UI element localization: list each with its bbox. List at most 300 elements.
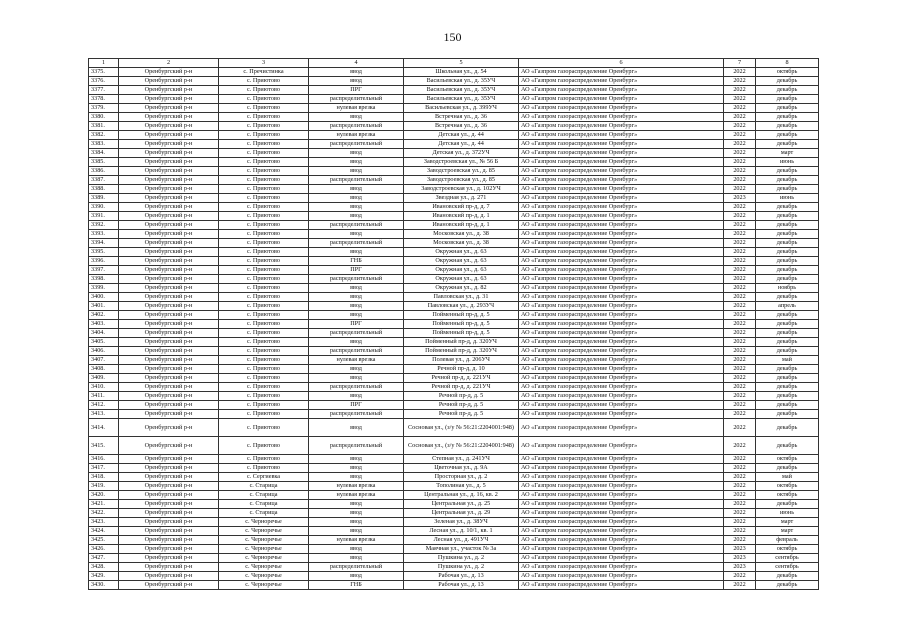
row-number: 3388. [89, 185, 119, 194]
table-row [89, 356, 819, 365]
header-col-2: 2 [119, 59, 219, 68]
year-cell: 2022 [724, 212, 756, 221]
address-cell: Центральная ул., д. 16, кв. 2 [404, 491, 519, 500]
organization-cell: АО «Газпром газораспределение Оренбург» [519, 464, 724, 473]
organization-cell: АО «Газпром газораспределение Оренбург» [519, 482, 724, 491]
settlement-cell: с. Пречистинка [219, 68, 309, 77]
row-number: 3376. [89, 77, 119, 86]
address-cell: Павловская ул., д. 31 [404, 293, 519, 302]
settlement-cell: с. Черноречье [219, 563, 309, 572]
month-cell: декабрь [756, 329, 819, 338]
month-cell: март [756, 518, 819, 527]
row-number: 3379. [89, 104, 119, 113]
work-type-cell: распределительный [309, 275, 404, 284]
table-row [89, 302, 819, 311]
month-cell: май [756, 473, 819, 482]
table-row [89, 392, 819, 401]
month-cell: декабрь [756, 437, 819, 455]
settlement-cell: с. Приютово [219, 149, 309, 158]
table-row [89, 239, 819, 248]
row-number: 3415. [89, 437, 119, 455]
address-cell: Речной пр-д, д. 221УЧ [404, 374, 519, 383]
row-number: 3408. [89, 365, 119, 374]
row-number: 3422. [89, 509, 119, 518]
row-number: 3404. [89, 329, 119, 338]
settlement-cell: с. Приютово [219, 167, 309, 176]
year-cell: 2022 [724, 518, 756, 527]
organization-cell: АО «Газпром газораспределение Оренбург» [519, 518, 724, 527]
row-number: 3421. [89, 500, 119, 509]
year-cell: 2022 [724, 365, 756, 374]
year-cell: 2022 [724, 338, 756, 347]
address-cell: Речной пр-д, д. 10 [404, 365, 519, 374]
organization-cell: АО «Газпром газораспределение Оренбург» [519, 158, 724, 167]
address-cell: Детская ул., д. 44 [404, 131, 519, 140]
work-type-cell: ввод [309, 185, 404, 194]
month-cell: сентябрь [756, 563, 819, 572]
month-cell: октябрь [756, 545, 819, 554]
table-row [89, 311, 819, 320]
year-cell: 2022 [724, 500, 756, 509]
row-number: 3395. [89, 248, 119, 257]
district-cell: Оренбургский р-н [119, 374, 219, 383]
district-cell: Оренбургский р-н [119, 356, 219, 365]
address-cell: Лесная ул., д. 10/1, кв. 1 [404, 527, 519, 536]
work-type-cell: ввод [309, 248, 404, 257]
address-cell: Пойменный пр-д, д. 320УЧ [404, 338, 519, 347]
district-cell: Оренбургский р-н [119, 329, 219, 338]
settlement-cell: с. Приютово [219, 455, 309, 464]
organization-cell: АО «Газпром газораспределение Оренбург» [519, 581, 724, 590]
organization-cell: АО «Газпром газораспределение Оренбург» [519, 491, 724, 500]
work-type-cell: ввод [309, 293, 404, 302]
district-cell: Оренбургский р-н [119, 545, 219, 554]
row-number: 3398. [89, 275, 119, 284]
settlement-cell: с. Приютово [219, 140, 309, 149]
month-cell: декабрь [756, 167, 819, 176]
district-cell: Оренбургский р-н [119, 221, 219, 230]
organization-cell: АО «Газпром газораспределение Оренбург» [519, 329, 724, 338]
work-type-cell: ГНБ [309, 581, 404, 590]
year-cell: 2023 [724, 194, 756, 203]
address-cell: Цветочная ул., д. 9А [404, 464, 519, 473]
settlement-cell: с. Приютово [219, 203, 309, 212]
month-cell: ноябрь [756, 284, 819, 293]
organization-cell: АО «Газпром газораспределение Оренбург» [519, 122, 724, 131]
address-cell: Маячная ул., участок № 3а [404, 545, 519, 554]
year-cell: 2022 [724, 266, 756, 275]
address-cell: Школьная ул., д. 54 [404, 68, 519, 77]
table-row [89, 176, 819, 185]
table-row [89, 149, 819, 158]
settlement-cell: с. Приютово [219, 104, 309, 113]
row-number: 3419. [89, 482, 119, 491]
work-type-cell: ПРГ [309, 320, 404, 329]
month-cell: декабрь [756, 212, 819, 221]
work-type-cell: ввод [309, 374, 404, 383]
month-cell: октябрь [756, 68, 819, 77]
month-cell: июнь [756, 194, 819, 203]
row-number: 3386. [89, 167, 119, 176]
district-cell: Оренбургский р-н [119, 212, 219, 221]
row-number: 3380. [89, 113, 119, 122]
district-cell: Оренбургский р-н [119, 572, 219, 581]
work-type-cell: ввод [309, 302, 404, 311]
month-cell: февраль [756, 536, 819, 545]
settlement-cell: с. Черноречье [219, 554, 309, 563]
row-number: 3423. [89, 518, 119, 527]
work-type-cell: ввод [309, 158, 404, 167]
district-cell: Оренбургский р-н [119, 419, 219, 437]
table-row [89, 68, 819, 77]
address-cell: Речной пр-д, д. 221УЧ [404, 383, 519, 392]
year-cell: 2022 [724, 419, 756, 437]
organization-cell: АО «Газпром газораспределение Оренбург» [519, 95, 724, 104]
table-row [89, 293, 819, 302]
address-cell: Встречная ул., д. 36 [404, 113, 519, 122]
organization-cell: АО «Газпром газораспределение Оренбург» [519, 230, 724, 239]
district-cell: Оренбургский р-н [119, 455, 219, 464]
year-cell: 2022 [724, 158, 756, 167]
settlement-cell: с. Приютово [219, 437, 309, 455]
year-cell: 2022 [724, 248, 756, 257]
organization-cell: АО «Газпром газораспределение Оренбург» [519, 284, 724, 293]
work-type-cell: распределительный [309, 563, 404, 572]
address-cell: Речной пр-д, д. 5 [404, 392, 519, 401]
address-cell: Заводстроевская ул., д. 85 [404, 176, 519, 185]
settlement-cell: с. Приютово [219, 95, 309, 104]
work-type-cell: нулевая врезка [309, 491, 404, 500]
organization-cell: АО «Газпром газораспределение Оренбург» [519, 311, 724, 320]
month-cell: декабрь [756, 392, 819, 401]
year-cell: 2022 [724, 464, 756, 473]
district-cell: Оренбургский р-н [119, 257, 219, 266]
address-cell: Васильевская ул., д. 399УЧ [404, 104, 519, 113]
address-cell: Ивановский пр-д, д. 1 [404, 212, 519, 221]
district-cell: Оренбургский р-н [119, 401, 219, 410]
district-cell: Оренбургский р-н [119, 230, 219, 239]
organization-cell: АО «Газпром газораспределение Оренбург» [519, 527, 724, 536]
row-number: 3375. [89, 68, 119, 77]
table-row [89, 86, 819, 95]
table-row [89, 257, 819, 266]
district-cell: Оренбургский р-н [119, 320, 219, 329]
work-type-cell: ввод [309, 68, 404, 77]
month-cell: декабрь [756, 266, 819, 275]
address-cell: Заводстроевская ул., № 56 Б [404, 158, 519, 167]
header-col-8: 8 [756, 59, 819, 68]
year-cell: 2022 [724, 140, 756, 149]
district-cell: Оренбургский р-н [119, 437, 219, 455]
district-cell: Оренбургский р-н [119, 122, 219, 131]
settlement-cell: с. Приютово [219, 311, 309, 320]
organization-cell: АО «Газпром газораспределение Оренбург» [519, 509, 724, 518]
district-cell: Оренбургский р-н [119, 554, 219, 563]
organization-cell: АО «Газпром газораспределение Оренбург» [519, 176, 724, 185]
year-cell: 2022 [724, 104, 756, 113]
month-cell: декабрь [756, 347, 819, 356]
table-row [89, 113, 819, 122]
header-col-3: 3 [219, 59, 309, 68]
year-cell: 2022 [724, 509, 756, 518]
table-row [89, 455, 819, 464]
district-cell: Оренбургский р-н [119, 149, 219, 158]
month-cell: декабрь [756, 311, 819, 320]
organization-cell: АО «Газпром газораспределение Оренбург» [519, 545, 724, 554]
month-cell: декабрь [756, 104, 819, 113]
table-row [89, 122, 819, 131]
table-row [89, 185, 819, 194]
month-cell: декабрь [756, 464, 819, 473]
row-number: 3381. [89, 122, 119, 131]
work-type-cell: ввод [309, 518, 404, 527]
address-cell: Ивановский пр-д, д. 7 [404, 203, 519, 212]
row-number: 3430. [89, 581, 119, 590]
address-cell: Пойменный пр-д, д. 320УЧ [404, 347, 519, 356]
row-number: 3420. [89, 491, 119, 500]
table-row [89, 194, 819, 203]
address-cell: Пойменный пр-д, д. 5 [404, 320, 519, 329]
work-type-cell: распределительный [309, 410, 404, 419]
settlement-cell: с. Приютово [219, 122, 309, 131]
month-cell: декабрь [756, 257, 819, 266]
address-cell: Речной пр-д, д. 5 [404, 410, 519, 419]
header-col-1: 1 [89, 59, 119, 68]
address-cell: Пойменный пр-д, д. 5 [404, 329, 519, 338]
year-cell: 2022 [724, 149, 756, 158]
settlement-cell: с. Приютово [219, 221, 309, 230]
row-number: 3425. [89, 536, 119, 545]
table-row [89, 482, 819, 491]
address-cell: Васильевская ул., д. 35УЧ [404, 95, 519, 104]
district-cell: Оренбургский р-н [119, 194, 219, 203]
address-cell: Заводстроевская ул., д. 85 [404, 167, 519, 176]
month-cell: декабрь [756, 572, 819, 581]
settlement-cell: с. Черноречье [219, 536, 309, 545]
work-type-cell: ввод [309, 554, 404, 563]
work-type-cell: нулевая врезка [309, 482, 404, 491]
year-cell: 2022 [724, 320, 756, 329]
work-type-cell: ввод [309, 572, 404, 581]
month-cell: декабрь [756, 131, 819, 140]
work-type-cell: ввод [309, 365, 404, 374]
month-cell: декабрь [756, 239, 819, 248]
settlement-cell: с. Приютово [219, 383, 309, 392]
address-cell: Сосновая ул., (з/у № 56:21:2204001:948) [404, 437, 519, 455]
year-cell: 2022 [724, 221, 756, 230]
district-cell: Оренбургский р-н [119, 464, 219, 473]
organization-cell: АО «Газпром газораспределение Оренбург» [519, 500, 724, 509]
address-cell: Окружная ул., д. 82 [404, 284, 519, 293]
settlement-cell: с. Приютово [219, 464, 309, 473]
address-cell: Зеленая ул., д. 38УЧ [404, 518, 519, 527]
address-cell: Московская ул., д. 38 [404, 239, 519, 248]
year-cell: 2023 [724, 545, 756, 554]
settlement-cell: с. Черноречье [219, 518, 309, 527]
table-row [89, 500, 819, 509]
organization-cell: АО «Газпром газораспределение Оренбург» [519, 104, 724, 113]
table-row [89, 374, 819, 383]
table-row [89, 167, 819, 176]
work-type-cell: ПРГ [309, 266, 404, 275]
settlement-cell: с. Приютово [219, 275, 309, 284]
month-cell: декабрь [756, 95, 819, 104]
year-cell: 2022 [724, 347, 756, 356]
table-row [89, 491, 819, 500]
year-cell: 2022 [724, 257, 756, 266]
settlement-cell: с. Приютово [219, 230, 309, 239]
address-cell: Окружная ул., д. 63 [404, 266, 519, 275]
district-cell: Оренбургский р-н [119, 158, 219, 167]
work-type-cell: распределительный [309, 122, 404, 131]
year-cell: 2022 [724, 95, 756, 104]
settlement-cell: с. Приютово [219, 131, 309, 140]
district-cell: Оренбургский р-н [119, 131, 219, 140]
work-type-cell: ПРГ [309, 86, 404, 95]
address-cell: Васильевская ул., д. 35УЧ [404, 77, 519, 86]
settlement-cell: с. Приютово [219, 212, 309, 221]
year-cell: 2022 [724, 410, 756, 419]
month-cell: октябрь [756, 455, 819, 464]
table-row [89, 203, 819, 212]
organization-cell: АО «Газпром газораспределение Оренбург» [519, 356, 724, 365]
district-cell: Оренбургский р-н [119, 167, 219, 176]
organization-cell: АО «Газпром газораспределение Оренбург» [519, 275, 724, 284]
table-row [89, 464, 819, 473]
work-type-cell: ввод [309, 464, 404, 473]
row-number: 3378. [89, 95, 119, 104]
row-number: 3416. [89, 455, 119, 464]
year-cell: 2023 [724, 563, 756, 572]
table-header [89, 59, 819, 68]
row-number: 3389. [89, 194, 119, 203]
year-cell: 2022 [724, 131, 756, 140]
month-cell: декабрь [756, 338, 819, 347]
year-cell: 2022 [724, 392, 756, 401]
settlement-cell: с. Приютово [219, 356, 309, 365]
settlement-cell: с. Приютово [219, 284, 309, 293]
month-cell: декабрь [756, 419, 819, 437]
year-cell: 2022 [724, 455, 756, 464]
address-cell: Московская ул., д. 38 [404, 230, 519, 239]
table-row [89, 221, 819, 230]
table-row [89, 554, 819, 563]
address-cell: Степная ул., д. 241УЧ [404, 455, 519, 464]
organization-cell: АО «Газпром газораспределение Оренбург» [519, 77, 724, 86]
month-cell: декабрь [756, 365, 819, 374]
organization-cell: АО «Газпром газораспределение Оренбург» [519, 68, 724, 77]
organization-cell: АО «Газпром газораспределение Оренбург» [519, 419, 724, 437]
district-cell: Оренбургский р-н [119, 104, 219, 113]
district-cell: Оренбургский р-н [119, 518, 219, 527]
table-row [89, 284, 819, 293]
organization-cell: АО «Газпром газораспределение Оренбург» [519, 410, 724, 419]
district-cell: Оренбургский р-н [119, 293, 219, 302]
work-type-cell: нулевая врезка [309, 131, 404, 140]
organization-cell: АО «Газпром газораспределение Оренбург» [519, 149, 724, 158]
year-cell: 2022 [724, 356, 756, 365]
settlement-cell: с. Приютово [219, 365, 309, 374]
year-cell: 2022 [724, 491, 756, 500]
organization-cell: АО «Газпром газораспределение Оренбург» [519, 563, 724, 572]
work-type-cell: ввод [309, 338, 404, 347]
work-type-cell: ввод [309, 545, 404, 554]
row-number: 3400. [89, 293, 119, 302]
district-cell: Оренбургский р-н [119, 347, 219, 356]
month-cell: декабрь [756, 248, 819, 257]
organization-cell: АО «Газпром газораспределение Оренбург» [519, 572, 724, 581]
settlement-cell: с. Приютово [219, 338, 309, 347]
settlement-cell: с. Приютово [219, 248, 309, 257]
organization-cell: АО «Газпром газораспределение Оренбург» [519, 113, 724, 122]
table-body [89, 68, 819, 590]
year-cell: 2022 [724, 527, 756, 536]
district-cell: Оренбургский р-н [119, 482, 219, 491]
organization-cell: АО «Газпром газораспределение Оренбург» [519, 239, 724, 248]
organization-cell: АО «Газпром газораспределение Оренбург» [519, 185, 724, 194]
month-cell: декабрь [756, 293, 819, 302]
year-cell: 2022 [724, 293, 756, 302]
register-table [88, 58, 819, 590]
year-cell: 2022 [724, 536, 756, 545]
header-col-4: 4 [309, 59, 404, 68]
settlement-cell: с. Приютово [219, 329, 309, 338]
organization-cell: АО «Газпром газораспределение Оренбург» [519, 194, 724, 203]
address-cell: Центральная ул., д. 25 [404, 500, 519, 509]
district-cell: Оренбургский р-н [119, 284, 219, 293]
organization-cell: АО «Газпром газораспределение Оренбург» [519, 140, 724, 149]
organization-cell: АО «Газпром газораспределение Оренбург» [519, 266, 724, 275]
address-cell: Пушкина ул., д. 2 [404, 554, 519, 563]
row-number: 3397. [89, 266, 119, 275]
settlement-cell: с. Приютово [219, 194, 309, 203]
settlement-cell: с. Приютово [219, 176, 309, 185]
work-type-cell: ввод [309, 500, 404, 509]
work-type-cell: распределительный [309, 95, 404, 104]
year-cell: 2022 [724, 239, 756, 248]
year-cell: 2022 [724, 437, 756, 455]
table-row [89, 140, 819, 149]
organization-cell: АО «Газпром газораспределение Оренбург» [519, 212, 724, 221]
month-cell: декабрь [756, 176, 819, 185]
district-cell: Оренбургский р-н [119, 68, 219, 77]
settlement-cell: с. Приютово [219, 374, 309, 383]
year-cell: 2022 [724, 122, 756, 131]
year-cell: 2022 [724, 68, 756, 77]
table-row [89, 230, 819, 239]
organization-cell: АО «Газпром газораспределение Оренбург» [519, 365, 724, 374]
settlement-cell: с. Приютово [219, 86, 309, 95]
table-row [89, 248, 819, 257]
table-row [89, 410, 819, 419]
address-cell: Тополиная ул., д. 5 [404, 482, 519, 491]
table-row [89, 401, 819, 410]
work-type-cell: ввод [309, 212, 404, 221]
month-cell: декабрь [756, 383, 819, 392]
district-cell: Оренбургский р-н [119, 302, 219, 311]
table-row [89, 338, 819, 347]
year-cell: 2022 [724, 77, 756, 86]
table-row [89, 473, 819, 482]
organization-cell: АО «Газпром газораспределение Оренбург» [519, 320, 724, 329]
table-row [89, 518, 819, 527]
month-cell: декабрь [756, 320, 819, 329]
month-cell: декабрь [756, 581, 819, 590]
table-row [89, 419, 819, 437]
table-row [89, 329, 819, 338]
address-cell: Звездная ул., д. 271 [404, 194, 519, 203]
organization-cell: АО «Газпром газораспределение Оренбург» [519, 293, 724, 302]
